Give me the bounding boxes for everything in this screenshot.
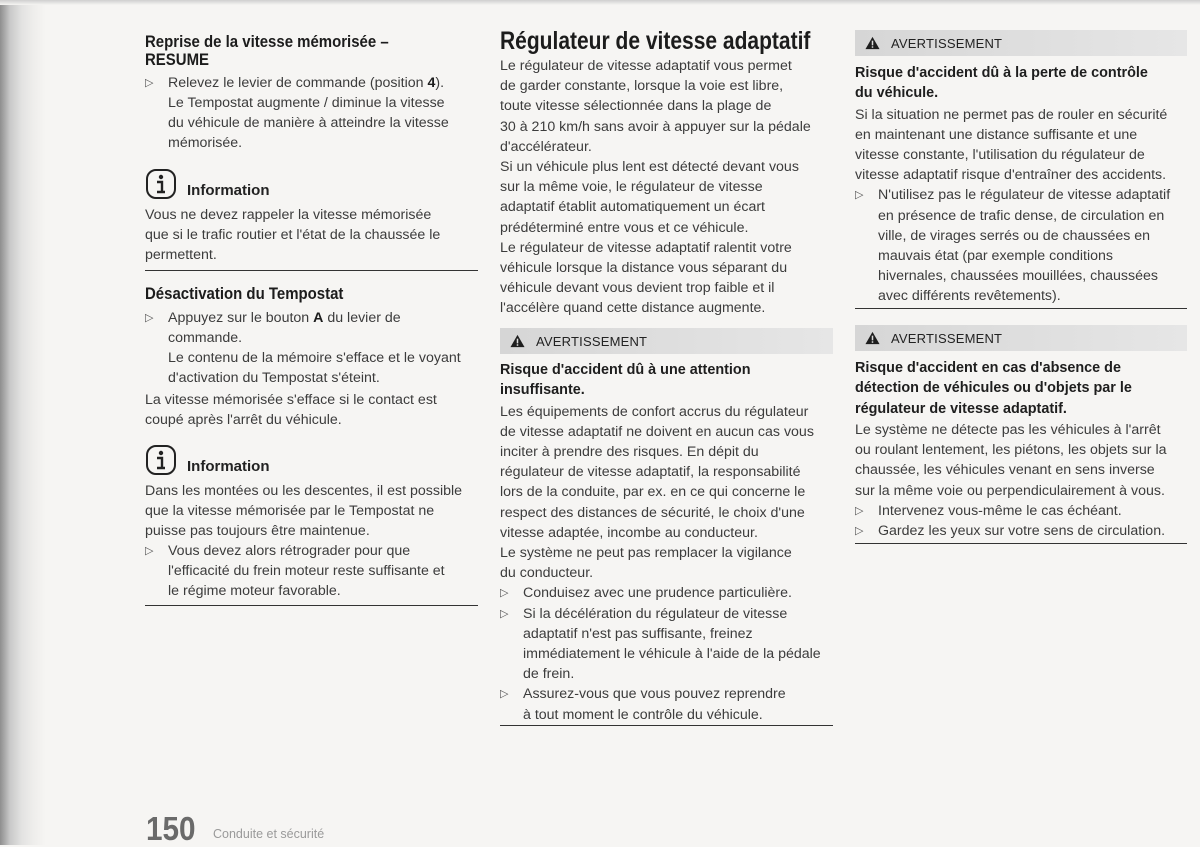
info-text-line: que la vitesse mémorisée par le Tempostat ne <box>145 503 435 519</box>
section-name: Conduite et sécurité <box>213 827 325 841</box>
intro-text-line: toute vitesse sélectionnée dans la plage de <box>500 98 772 115</box>
deactivation-step: ▷ Appuyez sur le bouton A du levier de <box>145 308 488 328</box>
info-step-line: le régime moteur favorable. <box>168 583 341 599</box>
warning-bar <box>855 30 1187 56</box>
info-text-line: Vous ne devez rappeler la vitesse mémorisée <box>145 207 432 223</box>
intro-text-line: Le régulateur de vitesse adaptatif ralentit votre <box>500 239 792 256</box>
info-icon <box>145 168 177 200</box>
page-top-edge <box>0 0 1200 5</box>
warning-step-line: avec différents revêtements). <box>878 288 1061 305</box>
information-box-1 <box>145 168 480 204</box>
info-icon <box>145 444 177 476</box>
warning-triangle-icon <box>865 36 880 50</box>
divider <box>145 605 478 606</box>
warning-text-line: respect des distances de sécurité, le choix d'une <box>500 504 805 521</box>
warning-text-line: du conducteur. <box>500 565 594 582</box>
info-text-line: permettent. <box>145 247 217 263</box>
warning-step: ▷ N'utilisez pas le régulateur de vitesse adaptatif <box>855 185 1170 205</box>
warning-step: ▷ Conduisez avec une prudence particulière. <box>500 583 792 603</box>
intro-text-line: Le régulateur de vitesse adaptatif vous permet <box>500 58 792 74</box>
information-label: Information <box>187 458 270 475</box>
warning-title-line: Risque d'accident dû à la perte de contrôle <box>855 65 1148 81</box>
deactivation-step-line: commande. <box>168 330 243 346</box>
information-label: Information <box>187 182 270 199</box>
warning-title-line: insuffisante. <box>500 382 585 399</box>
info-text-line: Dans les montées ou les descentes, il est possible <box>145 483 463 499</box>
warning-label: AVERTISSEMENT <box>891 331 1003 346</box>
bullet-arrow-icon: ▷ <box>855 504 864 517</box>
resume-heading-line-2: RESUME <box>145 50 210 69</box>
warning-title-line: du véhicule. <box>855 85 939 102</box>
bullet-arrow-icon: ▷ <box>145 312 154 324</box>
warning-text-line: Si la situation ne permet pas de rouler en sécurité <box>855 106 1168 123</box>
intro-text-line: véhicule devant vous devient trop faible et il <box>500 280 775 297</box>
warning-text-line: en maintenant une distance suffisante et une <box>855 126 1138 143</box>
warning-text-line: ou roulant lentement, les piétons, les objets sur la <box>855 442 1167 459</box>
warning-text-line: chaussée, les véhicules venant en sens inverse <box>855 462 1155 479</box>
warning-title-line: régulateur de vitesse adaptatif. <box>855 400 1067 417</box>
warning-text-line: Le système ne détecte pas les véhicules à l'arrêt <box>855 421 1161 438</box>
warning-triangle-icon <box>510 334 525 348</box>
deactivation-heading: Désactivation du Tempostat <box>145 284 344 303</box>
intro-text-line: adaptatif établit automatiquement un écart <box>500 199 766 216</box>
resume-step: ▷ Relevez le levier de commande (position 4). <box>145 73 488 93</box>
warning-step-line: en présence de trafic dense, de circulation en <box>878 207 1165 224</box>
warning-label: AVERTISSEMENT <box>536 334 648 349</box>
warning-step: ▷ Si la décélération du régulateur de vitesse <box>500 604 787 624</box>
warning-bar <box>500 328 833 354</box>
warning-text-line: Les équipements de confort accrus du régulateur <box>500 403 809 420</box>
warning-text-line: inciter à prendre des risques. En dépit du <box>500 444 759 460</box>
info-step: ▷ Vous devez alors rétrograder pour que <box>145 541 410 561</box>
page-number: 150 <box>146 810 196 847</box>
intro-text-line: Si un véhicule plus lent est détecté devant vous <box>500 159 799 175</box>
warning-title-line: détection de véhicules ou d'objets par le <box>855 380 1132 397</box>
warning-text-line: vitesse constante, l'utilisation du régulateur de <box>855 147 1145 163</box>
warning-text-line: Le système ne peut pas remplacer la vigilance <box>500 545 792 561</box>
bullet-arrow-icon: ▷ <box>500 607 509 620</box>
warning-step-line: à tout moment le contrôle du véhicule. <box>523 706 763 723</box>
bullet-arrow-icon: ▷ <box>145 77 154 89</box>
resume-cont-line: mémorisée. <box>168 135 243 151</box>
divider <box>145 270 478 271</box>
warning-triangle-icon <box>865 331 880 345</box>
warning-label: AVERTISSEMENT <box>891 36 1003 51</box>
warning-step-line: mauvais état (par exemple conditions <box>878 248 1114 264</box>
warning-step-line: ville, de virages serrés ou de chaussées en <box>878 227 1151 244</box>
intro-text-line: 30 à 210 km/h sans avoir à appuyer sur la pédale <box>500 118 811 135</box>
warning-step-line: hivernales, chaussées mouillées, chaussées <box>878 268 1158 285</box>
resume-heading-line-1: Reprise de la vitesse mémorisée – <box>145 32 389 51</box>
bullet-arrow-icon: ▷ <box>500 688 509 701</box>
bullet-arrow-icon: ▷ <box>500 587 509 600</box>
deactivation-cont-line: d'activation du Tempostat s'éteint. <box>168 370 380 386</box>
warning-step: ▷ Assurez-vous que vous pouvez reprendre <box>500 684 786 704</box>
warning-bar <box>855 325 1187 351</box>
bullet-arrow-icon: ▷ <box>145 545 154 557</box>
warning-step-line: immédiatement le véhicule à l'aide de la pédale <box>523 646 821 662</box>
divider <box>500 725 833 726</box>
intro-text-line: sur la même voie, le régulateur de vitesse <box>500 179 763 196</box>
info-step-line: l'efficacité du frein moteur reste suffisante et <box>168 563 445 579</box>
bullet-arrow-icon: ▷ <box>855 524 864 537</box>
intro-text-line: véhicule lorsque la distance vous séparant du <box>500 260 788 276</box>
info-text-line: puisse pas toujours être maintenue. <box>145 523 370 539</box>
book-page-edge <box>0 0 46 845</box>
warning-text-line: lors de la conduite, par ex. en ce qui concerne le <box>500 484 806 501</box>
warning-text-line: de vitesse adaptatif ne doivent en aucun cas vous <box>500 423 814 440</box>
warning-text-line: régulateur de vitesse adaptatif, la responsabilité <box>500 464 801 481</box>
warning-text-line: vitesse adaptatif risque d'entraîner des accidents. <box>855 167 1167 184</box>
warning-text-line: sur la même voie ou perpendiculairement à vous. <box>855 482 1165 499</box>
deactivation-text-line: La vitesse mémorisée s'efface si le contact est <box>145 392 437 408</box>
divider <box>855 308 1187 309</box>
intro-text-line: l'accélère quand cette distance augmente. <box>500 300 766 317</box>
warning-step-line: adaptatif n'est pas suffisante, freinez <box>523 625 753 642</box>
information-box-2 <box>145 444 480 480</box>
deactivation-text-line: coupé après l'arrêt du véhicule. <box>145 412 342 428</box>
warning-step: ▷ Intervenez vous-même le cas échéant. <box>855 501 1122 521</box>
warning-step-line: de frein. <box>523 666 575 683</box>
divider <box>855 543 1187 544</box>
warning-title-line: Risque d'accident dû à une attention <box>500 362 751 378</box>
intro-text-line: de garder constante, lorsque la voie est libre, <box>500 78 784 95</box>
warning-title-line: Risque d'accident en cas d'absence de <box>855 360 1121 376</box>
intro-text-line: d'accélérateur. <box>500 138 592 155</box>
bullet-arrow-icon: ▷ <box>855 189 864 202</box>
warning-step: ▷ Gardez les yeux sur votre sens de circulation. <box>855 521 1165 541</box>
warning-text-line: vitesse adaptée, incombe au conducteur. <box>500 524 758 541</box>
resume-cont-line: Le Tempostat augmente / diminue la vitesse <box>168 95 445 111</box>
deactivation-cont-line: Le contenu de la mémoire s'efface et le voyant <box>168 350 461 366</box>
info-text-line: que si le trafic routier et l'état de la chaussée le <box>145 227 441 243</box>
page-title: Régulateur de vitesse adaptatif <box>500 27 811 55</box>
intro-text-line: prédéterminé entre vous et ce véhicule. <box>500 219 749 236</box>
resume-cont-line: du véhicule de manière à atteindre la vitesse <box>168 115 449 131</box>
